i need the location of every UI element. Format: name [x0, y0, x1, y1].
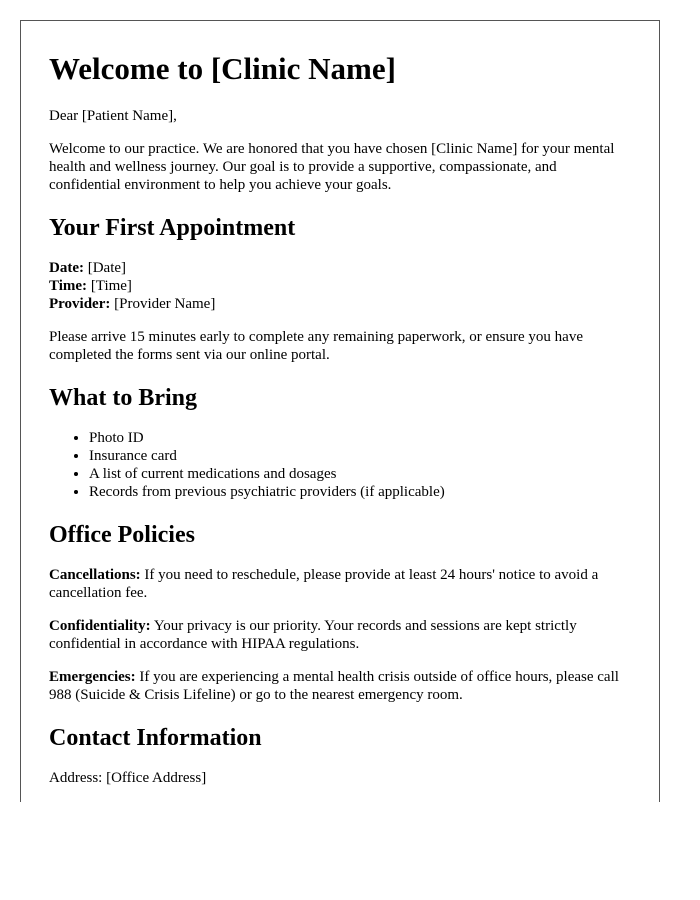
policy-confidentiality [49, 617, 631, 653]
intro-paragraph: Welcome to our practice. We are honored that you have chosen [Clinic Name] for your mental health and wellness journey. Our goal is to provide a supportive, compassionate, and confidential environment to help you achieve your goals. [49, 141, 615, 193]
contact-heading: Contact Information [49, 725, 262, 751]
contact-address: Address: [Office Address] [49, 770, 207, 786]
date-value: [Date] [83, 260, 127, 276]
policy-label: Emergencies: [49, 669, 136, 685]
bring-heading: What to Bring [49, 385, 198, 411]
list-item: • Photo ID [89, 429, 631, 447]
list-item: • Records from previous psychiatric providers (if applicable) [89, 483, 631, 501]
list-item: • A list of current medications and dosages [89, 465, 631, 483]
appointment-date [49, 259, 631, 277]
appointment-provider [49, 295, 631, 313]
list-item: • Insurance card [89, 447, 631, 465]
welcome-letter [20, 20, 660, 802]
appointment-heading: Your First Appointment [49, 215, 296, 241]
policy-text: Your privacy is our priority. Your records and sessions are kept strictly confidential in accordance with HIPAA regulations. [49, 618, 577, 652]
provider-value: [Provider Name] [110, 296, 216, 312]
policy-text: If you need to reschedule, please provide at least 24 hours' notice to avoid a cancellation fee. [49, 567, 599, 601]
time-value: [Time] [87, 278, 132, 294]
date-label: Date: [49, 260, 84, 276]
salutation: Dear [Patient Name], [49, 108, 177, 124]
time-label: Time: [49, 278, 88, 294]
provider-label: Provider: [49, 296, 111, 312]
bring-list [49, 429, 631, 501]
policy-emergencies [49, 668, 631, 704]
policy-label: Confidentiality: [49, 618, 151, 634]
policy-label: Cancellations: [49, 567, 141, 583]
policy-text: If you are experiencing a mental health crisis outside of office hours, please call 988 (Suicide & Crisis Lifeline) or go to the nearest emergency room. [49, 669, 619, 703]
appointment-time [49, 277, 631, 295]
page-title: Welcome to [Clinic Name] [49, 51, 396, 86]
appointment-details [49, 259, 631, 313]
appointment-note: Please arrive 15 minutes early to complete any remaining paperwork, or ensure you have completed the forms sent via our online portal. [49, 329, 583, 363]
policy-cancellations [49, 566, 631, 602]
policies-heading: Office Policies [49, 522, 195, 548]
